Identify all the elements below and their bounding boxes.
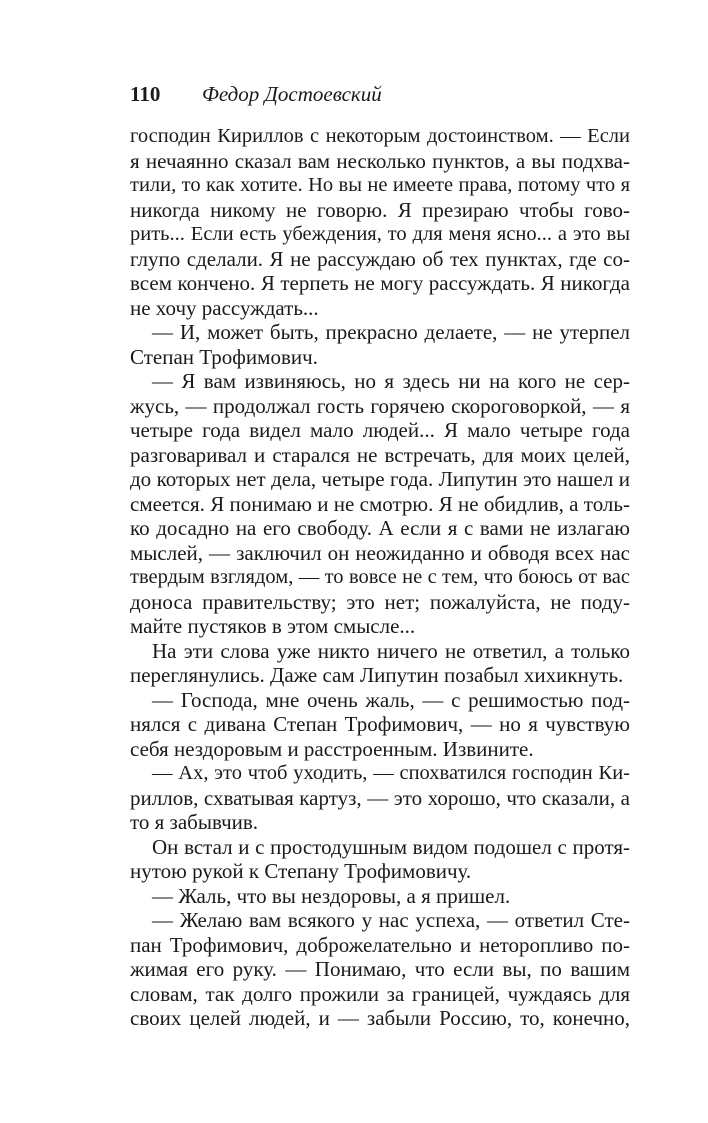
text-line: — Жаль, что вы нездоровы, а я пришел. [152, 883, 511, 908]
text-line: всем кончено. Я терпеть не могу рассуждать. Я никогда [130, 271, 630, 295]
text-line: твердым взглядом, — то вовсе не с тем, что боюсь от вас [130, 566, 630, 588]
text-line: рить... Если есть убеждения, то для меня ясно... а это вы [130, 223, 630, 245]
running-title: Федор Достоевский [202, 82, 382, 106]
text-line: Он встал и с простодушным видом подошел с протя- [152, 834, 630, 859]
text-line: своих целей людей, и — забыли Россию, то, конечно, [130, 1006, 630, 1030]
text-line: разговаривал и старался не встречать, для моих целей, [130, 442, 630, 467]
text-line: пан Трофимович, доброжелательно и неторопливо по- [130, 932, 630, 957]
text-line: — Ах, это чтоб уходить, — спохватился господин Ки- [152, 762, 630, 784]
text-line: доноса правительству; это нет; пожалуйста, не поду- [130, 589, 630, 614]
page-header [130, 82, 630, 110]
text-line: четыре года видел мало людей... Я мало четыре года [130, 418, 630, 442]
text-line: жусь, — продолжал гость горячею скороговоркой, — я [130, 393, 630, 418]
text-line: переглянулись. Даже сам Липутин позабыл хихикнуть. [130, 663, 624, 687]
text-line: жимая его руку. — Понимаю, что если вы, по вашим [130, 957, 630, 981]
text-line: майте пустяков в этом смысле... [130, 614, 416, 638]
text-line: никогда никому не говорю. Я презираю чтобы гово- [130, 197, 630, 222]
text-line: не хочу рассуждать... [130, 295, 319, 320]
text-line: — И, может быть, прекрасно делаете, — не утерпел [152, 320, 630, 344]
page-number: 110 [130, 82, 161, 106]
text-line: смеется. Я понимаю и не смотрю. Я не обидлив, а толь- [130, 491, 630, 516]
text-line: до которых нет дела, четыре года. Липутин это нашел и [130, 467, 630, 491]
text-line: — Я вам извиняюсь, но я здесь ни на кого не сер- [152, 369, 630, 393]
text-line: словам, так долго прожили за границей, чуждаясь для [130, 981, 630, 1006]
text-line: нутою рукой к Степану Трофимовичу. [130, 859, 472, 883]
text-line: то я забывчив. [130, 810, 259, 834]
text-line: себя нездоровым и расстроенным. Извините. [130, 736, 534, 761]
text-line: мыслей, — заключил он неожиданно и обводя всех нас [130, 540, 630, 565]
text-line: нялся с дивана Степан Трофимович, — но я чувствую [130, 712, 630, 736]
text-line: На эти слова уже никто ничего не ответил, а только [152, 638, 630, 663]
text-line: — Желаю вам всякого у нас успеха, — ответил Сте- [152, 908, 630, 932]
text-line: риллов, схватывая картуз, — это хорошо, что сказали, а [130, 785, 630, 810]
text-line: Степан Трофимович. [130, 344, 318, 369]
text-line: господин Кириллов с некоторым достоинством. — Если [130, 125, 630, 147]
text-line: — Господа, мне очень жаль, — с решимостью под- [152, 687, 630, 712]
text-line: ко досадно на его свободу. А если я с вами не излагаю [130, 516, 630, 540]
text-line: глупо сделали. Я не рассуждаю об тех пунктах, где со- [130, 246, 630, 271]
text-line: тили, то как хотите. Но вы не имеете права, потому что я [130, 174, 630, 196]
text-line: я нечаянно сказал вам несколько пунктов, а вы подхва- [130, 148, 630, 173]
body-text [130, 124, 630, 1031]
